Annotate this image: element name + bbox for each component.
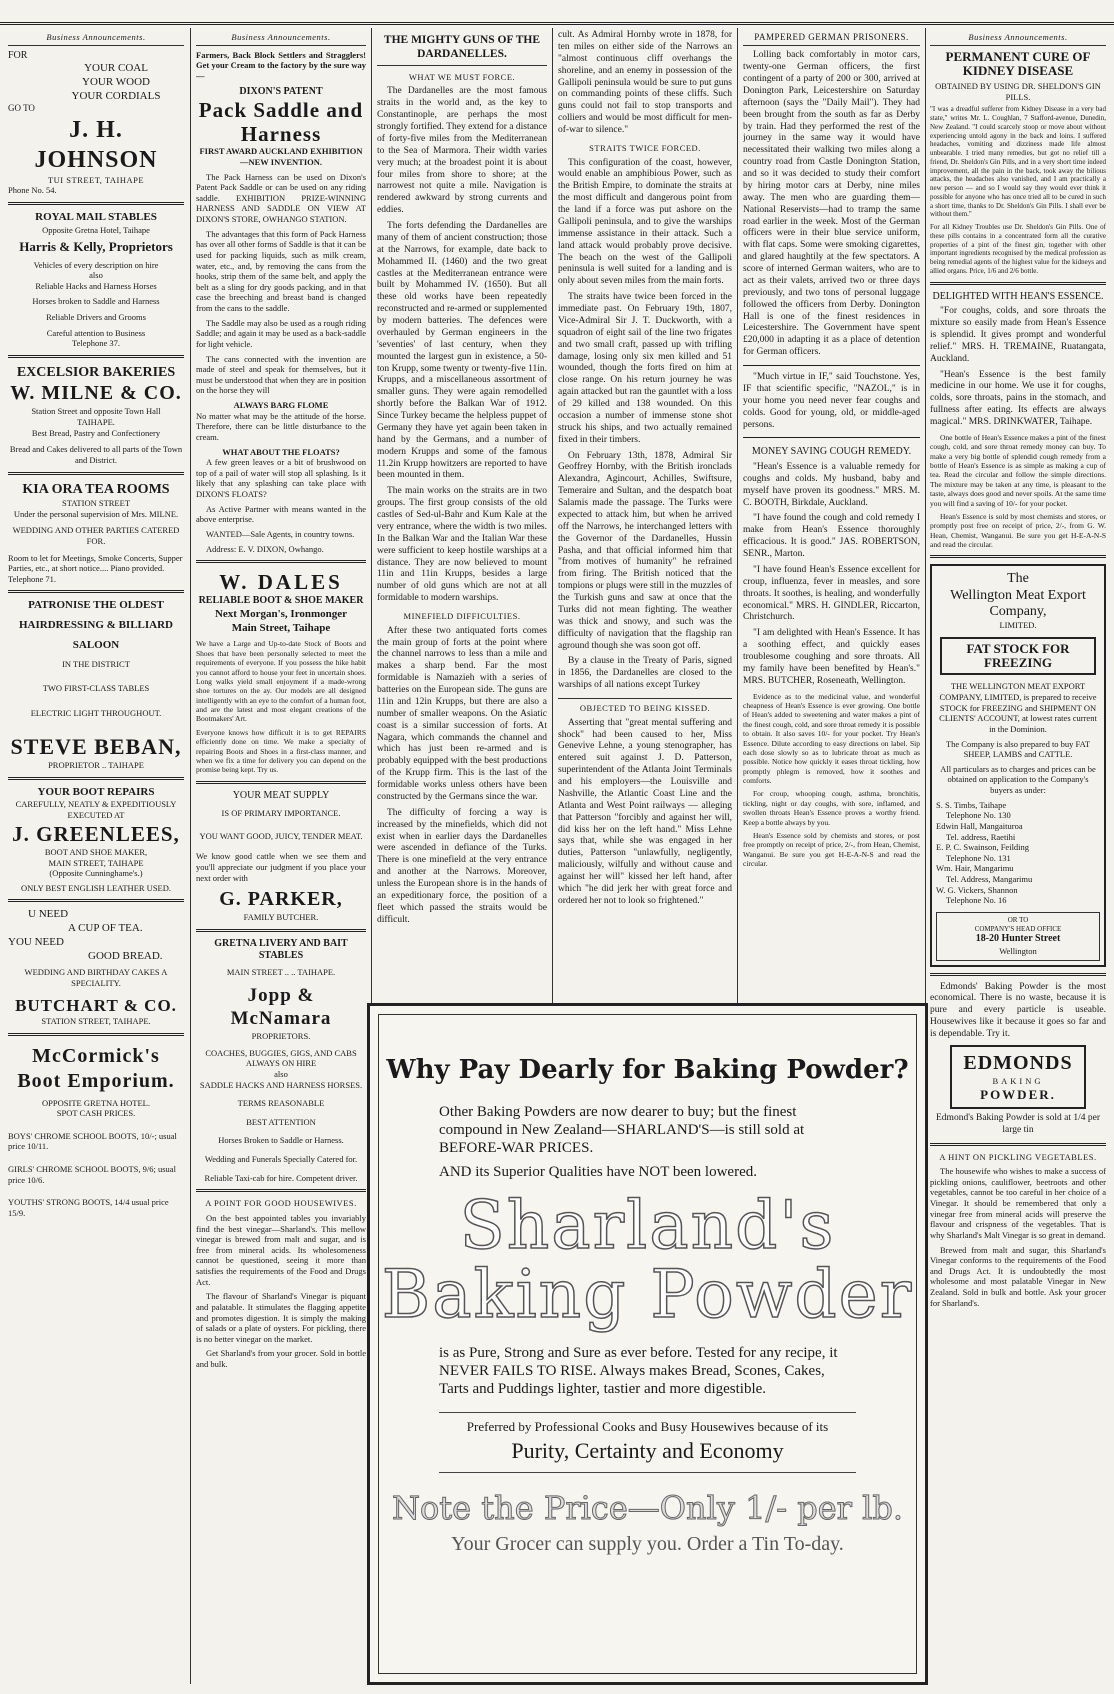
ad-text: WANTED—Sale Agents, in country towns. (206, 528, 355, 539)
ad-text: 18-20 Hunter Street (975, 933, 1061, 945)
ad-text: Hean's Essence is sold by most chemists and stores, or promptly post free on receipt of price, 2/-, from G. W. Hean, Chemist, Wanganui. Be sure you get H-E-A-N-S and read the circular. (930, 511, 1106, 550)
ad-text: Best Bread, Pastry and Confectionery (31, 427, 161, 438)
article-text: On the best appointed tables you invariably find the best vinegar—Sharland's. This mellow vinegar is brewed from malt and sugar, and is free from mineral acids. Its wholesomeness cannot be questioned, seeing it more than satisfies the requirements of the Food and Drugs Act. (196, 1212, 366, 1287)
ad-text: BOOT AND SHOE MAKER, (44, 846, 148, 857)
article-text: Hean's Essence sold by chemists and stores, or post free promptly on receipt of price, 2/-, from Hean, Chemist, Wanganui. Be sure you get H-E-A-N-S and read the circular. (743, 830, 920, 868)
ad-text: Reliable Taxi-cab for hire. Competent driver. (204, 1172, 358, 1183)
ad-heading: G. PARKER, (219, 888, 343, 911)
ad-text: One bottle of Hean's Essence makes a pint of the finest cough, cold, and sore throat remedy money can buy. To make a very big bottle of splendid cough remedy from a bottle of Hean's Essence is as simple as making a cup of tea. Read the circular and follow the simple directions. The mixture may be taken at any time, is pleasant to the taste, always does good and never spoils. At the same time you will find a saving of 10/- for your pocket. (930, 432, 1106, 508)
ad-text: COACHES, BUGGIES, GIGS, AND CABS ALWAYS ON HIRE (205, 1047, 357, 1069)
article-text: "Hean's Essence is a valuable remedy for coughs and colds. My husband, baby and myself have proven its goodness." MRS. M. C. BOOTH, Birkdale, Auckland. (743, 461, 920, 508)
article-text: Asserting that "great mental suffering and shock" had been caused to her, Miss Genevive Lehne, a young stenographer, has entered suit against J. D. Patterson, superintendent of the Atlanta Joint Terminals and his employers—the Louisville and Nashville, the Atlantic Coast Line and the Atlanta and West Point railways — alleging that Patterson "forcibly and against her will, did kiss her on the left hand." Miss Lehne says that, while she was engaged in her duties, Patterson "unlawfully, negligently, maliciously, wilfully and without cause and against her will" kissed her left hand, after which "he did jerk her with great force and ordered her not to look so frightened." (558, 717, 732, 906)
ad-jopp (196, 938, 366, 1183)
ad-price-note: Note the Price—Only 1/- per lb. (392, 1489, 903, 1528)
ad-text: Vehicles of every description on hire (33, 259, 159, 270)
ad-text: OPPOSITE GRETNA HOTEL. (42, 1097, 150, 1108)
article-text: "Much virtue in IF," said Touchstone. Yes, IF that scientific specific, "NAZOL," is in your home you need never fear coughs and colds. Good for young, old, or middle-aged persons. (743, 372, 920, 430)
ad-title: Why Pay Dearly for Baking Powder? (386, 1055, 909, 1085)
ad-heading: HAIRDRESSING & BILLIARD (18, 619, 174, 632)
ad-text: Telephone No. 130 (946, 810, 1011, 821)
ad-text: WHAT ABOUT THE FLOATS? (222, 446, 340, 457)
ad-text: Wellington (999, 945, 1037, 956)
ad-greenlees (8, 786, 184, 894)
column-business-1 (8, 30, 184, 1685)
ad-mccormick (8, 1044, 184, 1219)
ad-text: OR TO (1007, 915, 1029, 924)
ad-text: TWO FIRST-CLASS TABLES (42, 683, 150, 694)
ad-text: Wedding and Funerals Specially Catered for. (204, 1154, 358, 1165)
ad-heading: STEVE BEBAN, (10, 733, 182, 759)
ad-text: SADDLE HACKS AND HARNESS HORSES. (199, 1079, 363, 1090)
ad-text: As Active Partner with means wanted in the above enterprise. (196, 503, 366, 525)
ad-text: BOYS' CHROME SCHOOL BOOTS, 10/-; usual price 10/11. (8, 1130, 177, 1152)
ad-heading: Jopp & McNamara (230, 984, 332, 1030)
ad-text: A few green leaves or a bit of brushwood on top of a pail of water will stop all splashing. Is it likely that any splashing can take place with DIXON'S FLOATS? (196, 457, 366, 500)
column-header: Business Announcements. (8, 30, 184, 46)
ad-text: Careful attention to Business (46, 327, 146, 338)
ad-text: Telephone No. 16 (946, 895, 1007, 906)
ad-heading: DIXON'S PATENT (239, 85, 323, 97)
ad-text: Edmond's Baking Powder is sold at 1/4 per large tin (936, 1112, 1100, 1135)
article-dardanelles (377, 30, 547, 995)
article-text: The flavour of Sharland's Vinegar is piquant and palatable. It stimulates the flagging appetite and promotes digestion. It is simply the making of salads or a plate of oysters. For pickling, there is no better vinegar on the market. (196, 1291, 366, 1344)
ad-heading: Pack Saddle and Harness (198, 98, 364, 147)
masthead-rule (0, 0, 1114, 25)
ad-parker (196, 790, 366, 923)
ad-text: Your Grocer can supply you. Order a Tin To-day. (451, 1533, 844, 1556)
column-business-2 (196, 30, 366, 1685)
ad-text: The Pack Harness can be used on Dixon's Patent Pack Saddle or can be used on any riding saddle. EXHIBITION PRIZE-WINNING HARNESS AND SADDLE ON VIEW AT DIXON'S STORE, OWHANGO STATION. (196, 171, 366, 225)
article-text: "I am delighted with Hean's Essence. It has a soothing effect, and quickly eases troublesome coughing and sore throats. All my family have been benefited by Hean's." MRS. BUTCHER, Roseneath, Wellington. (743, 628, 920, 686)
ad-brand: Baking Powder (381, 1256, 914, 1334)
article-text: The Dardanelles are the most famous straits in the world and, as the key to Constantinople, are perhaps the most strongly fortified. They extend for a distance of forty-five miles from the Mediterranean to the Sea of Marmora. Their width varies very much; at the broadest point it is about four miles from shore to shore; at the narrowest not quite a mile. Navigation is rendered awkward by strong currents and eddies. (377, 86, 547, 216)
ad-text: LIMITED. (999, 620, 1037, 631)
ad-gin-pills (930, 50, 1106, 276)
ad-text: AND its Superior Qualities have NOT been lowered. (439, 1164, 757, 1180)
ad-heading: SALOON (72, 638, 120, 651)
ad-heading: Main Street, Taihape (231, 621, 331, 634)
ad-text: Horses broken to Saddle and Harness (32, 296, 160, 307)
ad-sharlands-baking-powder (367, 1003, 928, 1685)
ad-text: E. P. C. Swainson, Feilding (936, 842, 1030, 853)
ad-text: Horses Broken to Saddle or Harness. (218, 1135, 344, 1146)
ad-text: ELECTRIC LIGHT THROUGHOUT. (30, 707, 162, 718)
ad-royal-mail (8, 211, 184, 349)
ad-heading: Harris & Kelly, Proprietors (19, 239, 173, 255)
ad-kiaora (8, 481, 184, 585)
ad-heans (930, 291, 1106, 550)
edmonds-logo (950, 1045, 1086, 1109)
ad-text: STATION STREET, TAIHAPE. (41, 1015, 151, 1026)
article-text: For croup, whooping cough, asthma, bronchitis, tickling, night or day coughs, with sore, inflamed, and swollen throats Hean's Essence proves a worthy friend. Keep a bottle always by you. (743, 789, 920, 827)
ad-text: MAIN STREET .. .. TAIHAPE. (226, 966, 336, 977)
ad-logo-text: BAKING (992, 1075, 1044, 1086)
ad-heading: DELIGHTED WITH HEAN'S ESSENCE. (932, 290, 1104, 302)
ad-text: The cans connected with the invention are made of steel and speak for themselves, but it must be understood that when they are in position on the horse they will (196, 353, 366, 396)
article-subheading: STRAITS TWICE FORCED. (589, 142, 701, 153)
article-subheading: OBJECTED TO BEING KISSED. (558, 698, 732, 714)
ad-text: GO TO (8, 103, 35, 114)
ad-text: Preferred by Professional Cooks and Busy Housewives because of its (466, 1418, 829, 1434)
ad-text: Other Baking Powders are now dearer to buy; but the finest compound in New Zealand—SHARLAND'S—is still sold at BEFORE-WAR PRICES. (439, 1104, 805, 1156)
article-text: "I have found Hean's Essence excellent for croup, influenza, fever in measles, and sore throats. It soothes, is healing, and wonderfully economical." MRS. H. GINDLER, Riccarton, Christchurch. (743, 564, 920, 623)
article-text: After these two antiquated forts comes the main group of forts at the point where the channel narrows to less than a mile and makes a sharp bend. Far the most formidable is Namazieh with a series of batteries on the European side. The guns are 11in and 12in Krupps, but there are also a number of smaller weapons. On the Asiatic coast is a similar succession of forts. At Nagara, which commands the channel and which has just been re-armed and is probably equipped with the best productions of the Krupp firm. This is the last of the formidable works unless others have been constructed by the Germans since the war. (377, 625, 547, 802)
article-pickling (930, 1152, 1106, 1309)
ad-text: Station Street and opposite Town Hall (31, 406, 161, 417)
article-housewives (196, 1198, 366, 1369)
article-text: The main works on the straits are in two groups. The first group consists of the old castles of Sed-ul-Bahr and Kum Kale at the very entrance, where the width is two miles. In the Balkan War and the Italian War these were sufficient to keep hostile warships at a distance. They are now believed to mount 11in and 11in Krupps, besides a large number of old guns which are not at all formidable to modern warships. (377, 486, 547, 604)
ad-text: THE WELLINGTON MEAT EXPORT COMPANY, LIMITED, is prepared to receive STOCK for FREEZING and SHIPMENT ON CLIENTS' ACCOUNT, at lowest rates current in the Dominion. (939, 681, 1097, 734)
ad-text: FIRST AWARD AUCKLAND EXHIBITION—NEW INVENTION. (199, 146, 363, 167)
ad-johnson (8, 50, 184, 196)
ad-text: Address: E. V. DIXON, Owhango. (206, 543, 324, 554)
ad-beban (8, 599, 184, 770)
ad-text: also (274, 1068, 288, 1079)
ad-heading: McCormick's (32, 1044, 160, 1067)
ad-text: is as Pure, Strong and Sure as ever before. Tested for any recipe, it NEVER FAILS TO RISE. Always makes Bread, Scones, Cakes, Tarts and Puddings lighter, tastier and more digestible. (439, 1344, 838, 1397)
ad-butchart (8, 908, 184, 1026)
article-text: Evidence as to the medicinal value, and wonderful cheapness of Hean's Essence is ever growing. One bottle of Hean's added to sweetening and water makes a pint of the finest cough, cold, and sore throat remedy it is possible to obtain. It also saves 10/- for your pocket. Try Hean's Essence. Dilute according to easy directions on label. Sip each dose slowly so as to lubricate throat as much as possible. Notice how quickly it eases throat tickling, how promptly phlegm is removed, how it soothes and comforts. (743, 691, 920, 785)
ad-dixon (196, 50, 366, 555)
ad-text: "For coughs, colds, and sore throats the mixture so easily made from Hean's Essence is splendid. It gives prompt and wonderful relief." MRS. H. TREMAINE, Ruatangata, Auckland. (930, 306, 1106, 364)
ad-text: CAREFULLY, NEATLY & EXPEDITIOUSLY EXECUTED AT (15, 799, 177, 820)
ad-text: All particulars as to charges and prices can be obtained on application to the Company's buyers as under: (940, 763, 1096, 795)
ad-text: Edmonds' Baking Powder is the most economical. There is no waste, because it is pure and every particle is useable. Housewives like it because it goes so far and is dependable. Try it. (930, 981, 1106, 1039)
article-text: This configuration of the coast, however, would enable an amphibious Power, such as the British Empire, to dominate the straits at the most difficult and dangerous point from the land if a force was put ashore on the Gallipoli peninsula, and to give the warships immense assistance in their attack. Such a land attack would probably prove decisive. The beach on the west of the Gallipoli peninsula is well suited for a landing and is only about seven miles from the main forts. (558, 157, 732, 287)
article-title: PAMPERED GERMAN PRISONERS. (743, 30, 920, 46)
ad-text: Farmers, Back Block Settlers and Stragglers! Get your Cream to the factory by the sure way— (196, 49, 366, 81)
ad-wellington-meat (930, 564, 1106, 966)
ad-text: A CUP OF TEA. (68, 922, 143, 935)
ad-text: Room to let for Meetings, Smoke Concerts, Supper Parties, etc., at short notice.... Piano provided. (8, 552, 183, 574)
article-text: "I have found the cough and cold remedy I make from Hean's Essence thoroughly efficacious. It is good." JAS. ROBERTSON, SENR., Marton. (743, 513, 920, 559)
ad-text: WEDDING AND OTHER PARTIES CATERED FOR. (12, 525, 180, 546)
ad-text: We know good cattle when we see them and you'll appreciate our judgment if you place your next order with (196, 851, 366, 883)
ad-text: Wm. Hair, Mangarimu (936, 863, 1014, 874)
ad-text: OBTAINED BY USING DR. SHELDON'S GIN PILLS. (935, 81, 1101, 102)
article-title: THE MIGHTY GUNS OF THE DARDANELLES. (377, 33, 547, 66)
article-text: The housewife who wishes to make a success of pickling onions, cauliflower, beetroots and other vegetables, cannot be too careful in her choice of a Vinegar. It should be remembered that only a vinegar free from mineral acids will preserve the flavour and crispness of the vegetables. That is why Sharland's Malt Vinegar is so great in demand. (930, 1166, 1106, 1240)
ad-logo-text: EDMONDS (963, 1051, 1073, 1074)
article-heading: A POINT FOR GOOD HOUSEWIVES. (205, 1198, 357, 1209)
ad-text: The Company is also prepared to buy FAT SHEEP, LAMBS and CATTLE. (945, 738, 1091, 760)
ad-text: The advantages that this form of Pack Harness has over all other forms of Saddle is that it can be used for packing liquids, such as milk cream, water, etc., and, by removing the cans from the hooks, strip them of the same belt, and apply the belt as a sling for dry goods packing, and in that case the breeching and breast band is changed from the cans to the saddle. (196, 228, 366, 314)
ad-text: FOR (8, 49, 28, 61)
column-business-3 (930, 30, 1106, 1685)
ad-heading: J. H. JOHNSON (34, 116, 158, 173)
ad-text: YOUR COAL (84, 62, 148, 75)
ad-text: Phone No. 54. (8, 185, 57, 196)
ad-text: "I was a dreadful sufferer from Kidney Disease in a very bad state," writes Mr. L. Coughlan, 7 Stafford-avenue, Dunedin, New Zealand. "I could scarcely stoop or move about without experiencing untold agony in the back and loins. I suffered headaches, vomiting and dizziness made life almost unbearable. I tried many remedies, but got no relief till a friend, Dr. Sheldon's Gin Pills, and in a very short time indeed improvement, all the pain in the back, took away the bilious attacks, the headaches also vanished, and I am practically a new person — and so I would say they would ever think it possible for anyone who has once tried all to be cured in such a short time, thanks to Dr. Sheldon's Gin Pills. I shall ever be without them." (930, 105, 1106, 219)
ad-edmonds (930, 982, 1106, 1137)
ad-milne (8, 364, 184, 466)
column-rule (190, 28, 191, 1684)
ad-text: Everyone knows how difficult it is to get REPAIRS efficiently done on time. We make a specialty of repairing Boots and Shoes in a first-class manner, and when we fix a time for delivery you can depend on the promise being kept. Try us. (196, 727, 366, 775)
ad-text: S. S. Timbs, Taihape (936, 799, 1007, 810)
ad-text: IS OF PRIMARY IMPORTANCE. (221, 808, 341, 819)
ad-heading: EXCELSIOR BAKERIES (16, 364, 176, 380)
ad-text: YOU NEED (8, 935, 64, 948)
ad-heading: ROYAL MAIL STABLES (35, 210, 157, 223)
ad-heading: Next Morgan's, Ironmonger (214, 607, 348, 620)
ad-text: PROPRIETOR .. TAIHAPE (48, 760, 144, 770)
ad-text: Telephone 37. (71, 338, 121, 349)
ad-heading: KIA ORA TEA ROOMS (22, 481, 170, 497)
ad-heading: Wellington Meat Export Company, (950, 587, 1086, 620)
ad-heading: BUTCHART & CO. (15, 995, 177, 1015)
article-text: Brewed from malt and sugar, this Sharland's Vinegar conforms to the requirements of the Food and Drugs Act. It is undoubtedly the most wholesome and most palatable Vinegar in New Zealand. Sold in bulk and bottle. Ask your grocer for Sharland's. (930, 1244, 1106, 1308)
ad-text: ONLY BEST ENGLISH LEATHER USED. (20, 882, 172, 893)
ad-text: YOUTHS' STRONG BOOTS, 14/4 usual price 15/9. (8, 1197, 169, 1218)
article-text: cult. As Admiral Hornby wrote in 1878, for ten miles on either side of the Narrows an "almost continuous cliff overhangs the shoreline, and an enemy in possession of the Gallipoli peninsula would be sure to put guns on commanding points of these cliffs. Such guns could not fail to stop transports and colliers and would be most difficult for men-of-war to silence." (558, 30, 732, 135)
ad-heading: PATRONISE THE OLDEST (28, 599, 164, 612)
ad-text: COMPANY'S HEAD OFFICE (974, 924, 1062, 933)
ad-text: Under the personal supervision of Mrs. MILNE. (13, 508, 179, 519)
column-header: Business Announcements. (930, 30, 1106, 46)
ad-heading: Boot Emporium. (17, 1069, 175, 1092)
ad-text: Telephone 71. (8, 573, 57, 584)
ad-text: We have a Large and Up-to-date Stock of Boots and Shoes that have been personally selected to meet the requirements of everyone. If you possess the hike habit you cannot afford to house your feet in uncertain shoes. Long walks yield small enjoyment if a made-wrong shoe tortures on the ay. Our models are all designed intelligently with an eye to the comfort of a human foot, and are the latest and most elegant creations of the Bootmakers' Art. (196, 639, 366, 724)
ad-text: ALWAYS BARG FLOME (233, 400, 329, 411)
ad-heading: YOUR MEAT SUPPLY (232, 789, 330, 801)
article-prisoners (743, 30, 920, 995)
ad-text: Bread and Cakes delivered to all parts of the Town and District. (9, 444, 183, 465)
article-heading: MONEY SAVING COUGH REMEDY. (751, 446, 912, 458)
ad-text: For all Kidney Troubles use Dr. Sheldon's Gin Pills. One of these pills contains in a concentrated form all the curative properties of a pint of the finest gin, together with other important ingredients recognised by the medical profession as being remedial agents of the highest value for the kidneys and allied organs. Price, 1/6 and 2/6 bottle. (930, 223, 1106, 275)
ad-heading: YOUR BOOT REPAIRS (37, 785, 155, 798)
article-subheading: MINEFIELD DIFFICULTIES. (403, 611, 521, 621)
ad-heading: The (1007, 571, 1029, 587)
ad-text: Purity, Certainty and Economy (511, 1438, 784, 1464)
ad-heading: W. DALES (219, 570, 343, 595)
article-text: On February 13th, 1878, Admiral Sir Geoffrey Hornby, with the British ironclads Alexandra, Agincourt, Achilles, Swiftsure, Temeraire and Sultan, and the despatch boat Salamis made the passage. The Turks were expected to attack him, but when he arrived off the Narrows, he interchanged letters with the Governor of the Dardanelles, Hussin Pasha, and that official informed him that "from motives of humanity" he refrained from firing. The British noticed that the tompions or plugs were still in the muzzles of the Turkish guns and saw at once that the Turks did not mean fighting. The weather was thick and snowy, and such was the difficulty of navigation that the flagship ran aground though she was soon got off. (558, 450, 732, 651)
article-subheading: WHAT WE MUST FORCE. (408, 71, 516, 82)
ad-text: Tel. Address, Mangarimu (946, 874, 1033, 884)
ad-text: YOUR CORDIALS (71, 89, 161, 102)
ad-text: IN THE DISTRICT (62, 658, 130, 669)
ad-text: "Hean's Essence is the best family medicine in our home. We use it for coughs, colds, sore throats, pains in the stomach, and fullness after eating. Its effects are always magical." MRS. DRINKWATER, Taihape. (930, 369, 1106, 428)
ad-text: SPOT CASH PRICES. (56, 1108, 136, 1119)
ad-text: Opposite Gretna Hotel, Taihape (42, 224, 150, 235)
ad-heading: FAT STOCK FOR FREEZING (940, 637, 1096, 676)
article-text: Lolling back comfortably in motor cars, twenty-one German officers, the first contingent of a party of 200 or 300, arrived at Donington Park, Leicestershire on Saturday afternoon (says the "Daily Mail"). They had been brought from the south as far as Derby by train. Had they performed the rest of the journey in the same way it would have necessitated their walking two miles along a country road from Castle Donington Station, and so it was decided to study their comfort by hiring motor cars at Derby, nine miles away. The men who are guarding them—National Reservists—had to tramp the same road earlier in the week. Most of the German officers were in their blue service uniform, with flat caps. Some were smoking cigarettes, and glared haughtily at the few spectators. A score of interned German waiters, who are to act as their valets, arrived two or three days previously, and two tons of personal luggage followed the officers from Derby. Donington Hall is one of the finest residences in Leicestershire. The Government have spent £20,000 in adapting it as a place of detention for German officers. (743, 50, 920, 358)
head-office-box (936, 912, 1100, 961)
ad-text: TAIHAPE. (77, 417, 115, 427)
ad-dales (196, 569, 366, 775)
article-text: The difficulty of forcing a way is increased by the minefields, which did not exist when in earlier days the Dardanelles were ascended in defiance of the Turks. There is one minefield at the very entrance and another at the Narrows. Moreover, unless the European shore is in the hands of an expeditionary force, the position of a fleet which passed the straits would be difficult. (377, 807, 547, 925)
column-header: Business Announcements. (196, 30, 366, 46)
ad-text: YOUR WOOD (82, 75, 150, 88)
ad-text: Tel. address, Raetihi (946, 831, 1016, 842)
ad-logo-text: POWDER. (980, 1086, 1056, 1102)
ad-text: Reliable Hacks and Harness Horses (35, 280, 157, 291)
ad-text: TERMS REASONABLE (237, 1098, 325, 1109)
ad-text: STATION STREET (61, 498, 131, 508)
ad-heading: GRETNA LIVERY AND BAIT STABLES (214, 937, 348, 962)
ad-text: TUI STREET, TAIHAPE (47, 174, 145, 185)
ad-text: MAIN STREET, TAIHAPE (48, 857, 144, 868)
ad-text: BEST ATTENTION (246, 1116, 316, 1127)
article-text: By a clause in the Treaty of Paris, signed in 1856, the Dardanelles are closed to the warships of all nations except Turkey (558, 656, 732, 691)
ad-text: FAMILY BUTCHER. (243, 912, 319, 923)
ad-text: WEDDING AND BIRTHDAY CAKES A SPECIALITY. (24, 967, 168, 988)
ad-text: YOU WANT GOOD, JUICY, TENDER MEAT. (199, 830, 363, 841)
ad-text: No matter what may be the attitude of the horse. Therefore, there can be little disturbance to the cream. (196, 410, 366, 442)
ad-text: GOOD BREAD. (88, 949, 163, 962)
article-text: The forts defending the Dardanelles are many of them of ancient construction; those at the Narrows, for example, date back to Mohammed II. (1460) and the two great castles at the Mediterranean entrance were built by Mohammed IV. (1650). But all these old works have been repeatedly reconstructed and re-armed or supplemented by modern batteries. The defences were overhauled by German engineers in the 'seventies' of last century, when they mounted the largest gun in existence, a 50-ton Krupp, some twenty or twenty-five 11in. Krupps, and a miscellaneous assortment of smaller guns. They were again remodelled shortly before the Balkan War of 1912. Since Turkey became the helpless puppet of Germany they have yet again been taken in hand by the Germans, and a number of modern Krupps and some of the famous 11.2in Krupp howitzers are reported to have been mounted in them. (377, 221, 547, 481)
article-dardanelles-cont (558, 30, 732, 995)
article-heading: A HINT ON PICKLING VEGETABLES. (939, 1151, 1097, 1162)
ad-heading: W. MILNE & CO. (10, 382, 182, 405)
ad-heading: J. GREENLEES, (12, 821, 180, 846)
ad-text: Edwin Hall, Mangaituroa (936, 820, 1023, 831)
ad-text: W. G. Vickers, Shannon (936, 884, 1018, 895)
ad-text: also (89, 270, 103, 281)
ad-text: U NEED (28, 908, 69, 921)
ad-text: The Saddle may also be used as a rough riding Saddle; and again it may be used as a back-saddle for light vehicle. (196, 317, 366, 349)
ad-text: GIRLS' CHROME SCHOOL BOOTS, 9/6; usual price 10/6. (8, 1164, 176, 1185)
ad-text: PROPRIETORS. (251, 1031, 311, 1042)
ad-text: Reliable Drivers and Grooms (46, 312, 146, 322)
ad-text: Telephone No. 131 (946, 852, 1011, 863)
ad-heading: RELIABLE BOOT & SHOE MAKER (198, 595, 364, 607)
ad-heading: PERMANENT CURE OF KIDNEY DISEASE (945, 48, 1091, 78)
article-text: The straits have twice been forced in the immediate past. On February 19th, 1807, Vice-Admiral Sir J. T. Duckworth, with a squadron of eight sail of the line two frigates and two small craft, passed up with trifling damage, losing only six men killed and 51 wounded, though the forts fired on him at close range. On his return journey he was again attacked but ran the gauntlet with a loss of 29 killed and 138 wounded. On this occasion a number of immense stone shot struck his ships, and two actually remained fixed in their timbers. (558, 292, 732, 445)
article-text: Get Sharland's from your grocer. Sold in bottle and bulk. (196, 1348, 366, 1370)
ad-text: (Opposite Cunninghame's.) (49, 868, 143, 879)
ad-brand: Sharland's (459, 1187, 836, 1264)
